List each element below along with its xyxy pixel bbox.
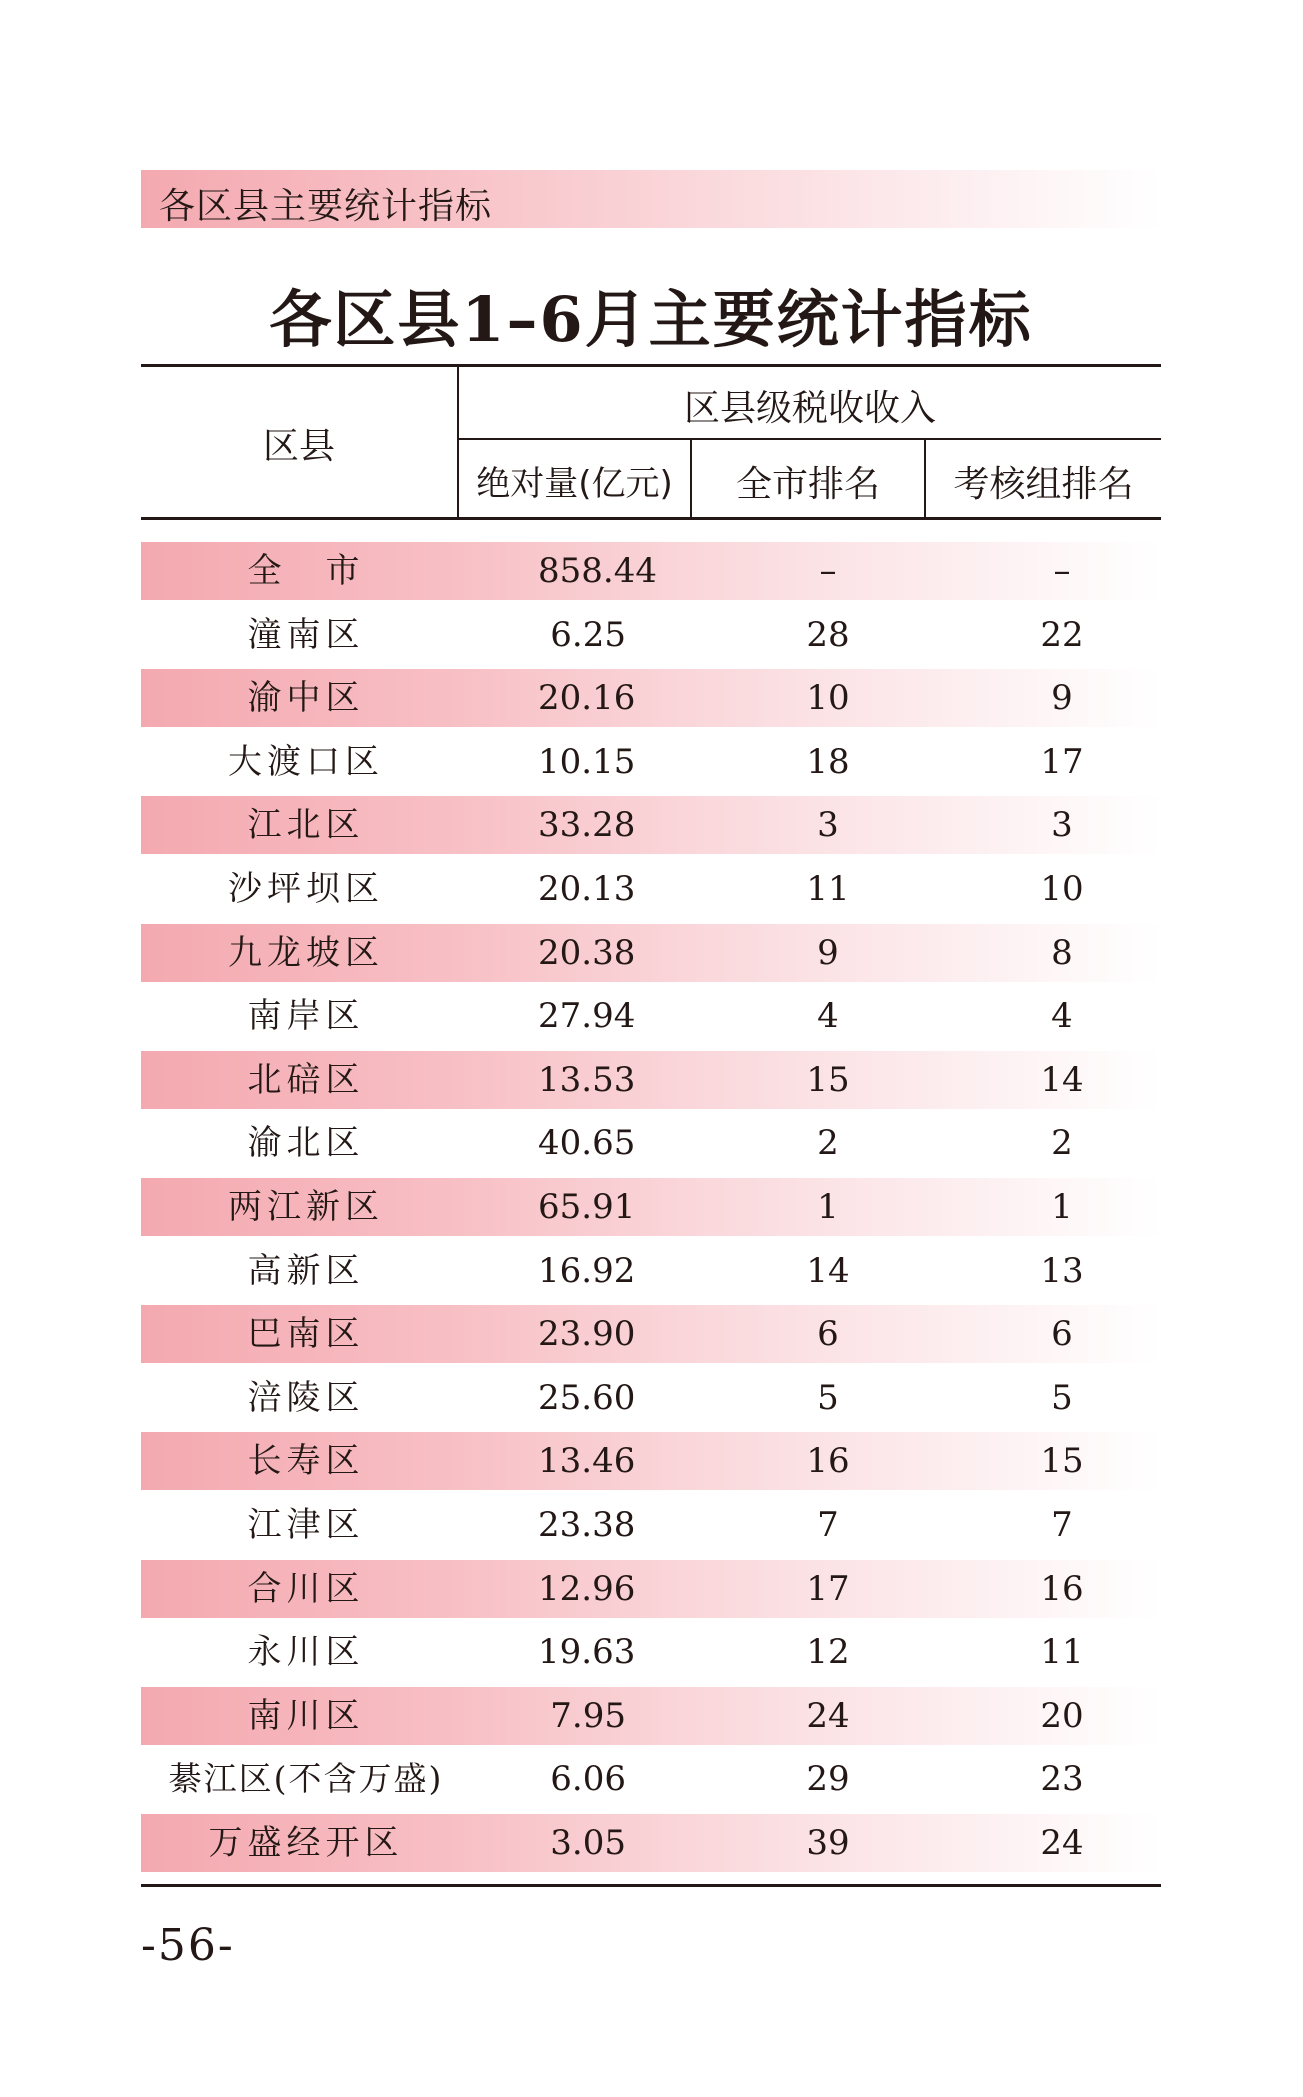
absolute-value: 13.53 — [538, 1060, 636, 1100]
page-number: -56- — [141, 1920, 235, 1971]
absolute-value: 20.38 — [538, 933, 636, 973]
district-name: 高新区 — [247, 1251, 365, 1291]
city-rank: 3 — [817, 805, 839, 845]
group-rank: – — [1053, 551, 1071, 591]
group-rank: 8 — [1051, 933, 1073, 973]
column-header-absolute: 绝对量(亿元) — [476, 464, 673, 504]
group-rank: 5 — [1051, 1378, 1073, 1418]
table-row — [141, 669, 1161, 727]
group-rank: 20 — [1040, 1696, 1084, 1736]
absolute-value: 23.38 — [538, 1505, 636, 1545]
table-row — [141, 1305, 1161, 1363]
table-top-rule — [141, 364, 1161, 367]
group-rank: 17 — [1040, 742, 1084, 782]
city-rank: 18 — [806, 742, 850, 782]
absolute-value: 858.44 — [538, 551, 657, 591]
absolute-value: 65.91 — [538, 1187, 636, 1227]
column-header-group-rank: 考核组排名 — [953, 464, 1134, 505]
group-rank: 10 — [1040, 869, 1084, 909]
district-name: 大渡口区 — [228, 742, 384, 782]
city-rank: 12 — [806, 1632, 850, 1672]
district-name: 永川区 — [247, 1632, 365, 1672]
district-name: 南川区 — [247, 1696, 365, 1736]
absolute-value: 33.28 — [538, 805, 636, 845]
table-row — [141, 1814, 1161, 1872]
column-header-district: 区县 — [262, 426, 335, 467]
district-name: 两江新区 — [228, 1187, 384, 1227]
city-rank: 10 — [806, 678, 850, 718]
city-rank: 29 — [806, 1759, 850, 1799]
group-rank: 2 — [1051, 1123, 1073, 1163]
group-rank: 3 — [1051, 805, 1073, 845]
absolute-value: 6.25 — [550, 615, 626, 655]
section-header-banner — [141, 170, 1161, 228]
absolute-value: 40.65 — [538, 1123, 636, 1163]
city-rank: 6 — [817, 1314, 839, 1354]
table-row — [141, 1687, 1161, 1745]
district-name: 全 市 — [247, 551, 365, 591]
city-rank: – — [819, 551, 837, 591]
group-rank: 4 — [1051, 996, 1073, 1036]
section-header-text: 各区县主要统计指标 — [159, 186, 493, 227]
absolute-value: 13.46 — [538, 1441, 636, 1481]
group-rank: 11 — [1040, 1632, 1084, 1672]
table-row — [141, 1560, 1161, 1618]
group-rank: 22 — [1040, 615, 1084, 655]
city-rank: 4 — [817, 996, 839, 1036]
group-rank: 1 — [1051, 1187, 1073, 1227]
city-rank: 11 — [806, 869, 850, 909]
absolute-value: 23.90 — [538, 1314, 636, 1354]
group-rank: 23 — [1040, 1759, 1084, 1799]
absolute-value: 20.16 — [538, 678, 636, 718]
group-rank: 14 — [1040, 1060, 1084, 1100]
district-name: 渝中区 — [247, 678, 365, 718]
district-name: 巴南区 — [247, 1314, 365, 1354]
table-row — [141, 1623, 1161, 1681]
district-name: 江北区 — [247, 805, 365, 845]
district-name: 九龙坡区 — [228, 933, 384, 973]
group-rank: 9 — [1051, 678, 1073, 718]
district-name: 潼南区 — [247, 615, 365, 655]
group-rank: 6 — [1051, 1314, 1073, 1354]
table-row — [141, 1750, 1161, 1808]
city-rank: 1 — [817, 1187, 839, 1227]
city-rank: 17 — [806, 1569, 850, 1609]
table-row — [141, 1432, 1161, 1490]
table-row — [141, 733, 1161, 791]
table-bottom-rule — [141, 1884, 1161, 1887]
absolute-value: 25.60 — [538, 1378, 636, 1418]
table-row — [141, 1369, 1161, 1427]
district-name: 涪陵区 — [247, 1378, 365, 1418]
absolute-value: 16.92 — [538, 1251, 636, 1291]
city-rank: 16 — [806, 1441, 850, 1481]
absolute-value: 7.95 — [550, 1696, 626, 1736]
district-name: 沙坪坝区 — [228, 869, 384, 909]
header-mid-rule — [457, 438, 1161, 440]
city-rank: 28 — [806, 615, 850, 655]
district-name: 北碚区 — [247, 1060, 365, 1100]
column-group-header-tax-revenue: 区县级税收收入 — [683, 388, 936, 429]
district-name: 长寿区 — [247, 1441, 365, 1481]
table-row — [141, 606, 1161, 664]
header-bottom-rule — [141, 517, 1161, 520]
table-row — [141, 924, 1161, 982]
district-name: 渝北区 — [247, 1123, 365, 1163]
absolute-value: 10.15 — [538, 742, 636, 782]
absolute-value: 12.96 — [538, 1569, 636, 1609]
page-title: 各区县1–6月主要统计指标 — [269, 283, 1033, 356]
table-row — [141, 1114, 1161, 1172]
table-row — [141, 542, 1161, 600]
city-rank: 5 — [817, 1378, 839, 1418]
group-rank: 13 — [1040, 1251, 1084, 1291]
district-name: 南岸区 — [247, 996, 365, 1036]
table-row — [141, 1051, 1161, 1109]
table-row — [141, 796, 1161, 854]
table-row — [141, 1496, 1161, 1554]
city-rank: 39 — [806, 1823, 850, 1863]
district-name: 綦江区(不含万盛) — [168, 1759, 444, 1798]
absolute-value: 3.05 — [550, 1823, 626, 1863]
group-rank: 24 — [1040, 1823, 1084, 1863]
column-header-city-rank: 全市排名 — [735, 464, 880, 505]
district-name: 江津区 — [247, 1505, 365, 1545]
group-rank: 7 — [1051, 1505, 1073, 1545]
group-rank: 16 — [1040, 1569, 1084, 1609]
district-name: 万盛经开区 — [208, 1823, 404, 1863]
city-rank: 2 — [817, 1123, 839, 1163]
city-rank: 14 — [806, 1251, 850, 1291]
city-rank: 15 — [806, 1060, 850, 1100]
city-rank: 7 — [817, 1505, 839, 1545]
absolute-value: 19.63 — [538, 1632, 636, 1672]
table-row — [141, 987, 1161, 1045]
table-row — [141, 1242, 1161, 1300]
absolute-value: 20.13 — [538, 869, 636, 909]
absolute-value: 27.94 — [538, 996, 636, 1036]
table-row — [141, 860, 1161, 918]
district-name: 合川区 — [247, 1569, 365, 1609]
table-row — [141, 1178, 1161, 1236]
city-rank: 9 — [817, 933, 839, 973]
city-rank: 24 — [806, 1696, 850, 1736]
group-rank: 15 — [1040, 1441, 1084, 1481]
absolute-value: 6.06 — [550, 1759, 626, 1799]
